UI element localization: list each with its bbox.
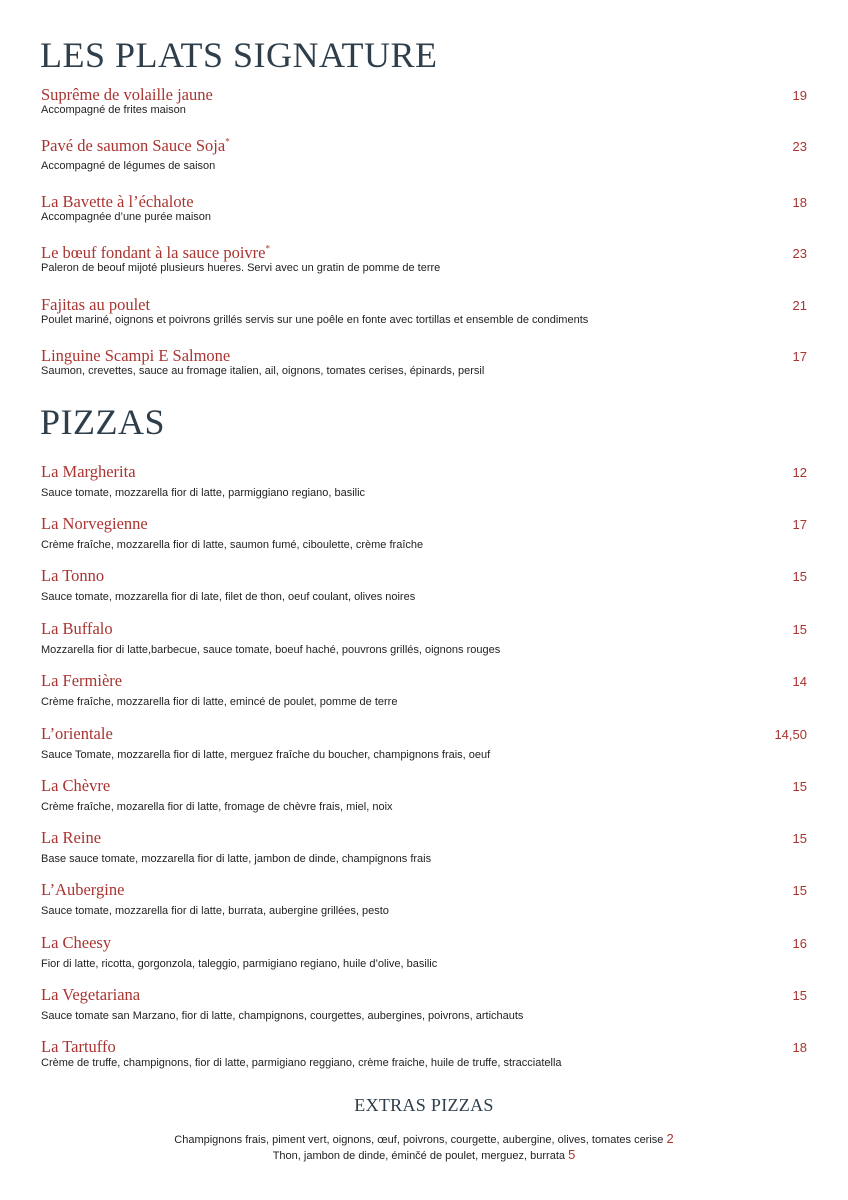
extras-list: Champignons frais, piment vert, oignons, œuf, poivrons, courgette, aubergine, olives, tomates cerise [174, 1134, 664, 1146]
pizza-name: L’orientale [41, 724, 113, 743]
pizza-name: La Cheesy [41, 933, 112, 952]
pizza-item [41, 985, 807, 1025]
pizza-description: Base sauce tomate, mozzarella fior di latte, jambon de dinde, champignons frais [41, 853, 432, 865]
dish-price: 18 [792, 195, 807, 210]
signature-section-title: LES PLATS SIGNATURE [40, 35, 438, 75]
signature-item [41, 346, 807, 386]
extras-list: Thon, jambon de dinde, éminčé de poulet, merguez, burrata [272, 1150, 565, 1162]
pizza-description: Sauce tomate, mozzarella fior di late, filet de thon, oeuf coulant, olives noires [41, 591, 416, 603]
pizza-price: 18 [792, 1040, 807, 1055]
dish-description: Accompagné de frites maison [41, 104, 186, 116]
pizza-description: Crème fraîche, mozzarella fior di latte, emincé de poulet, pomme de terre [41, 696, 398, 708]
pizza-price: 15 [792, 988, 807, 1003]
pizza-item [41, 828, 807, 868]
extras-price: 2 [666, 1131, 674, 1146]
dish-description: Accompagnée d’une purée maison [41, 211, 212, 223]
dish-price: 23 [792, 139, 807, 154]
dish-description: Paleron de beouf mijoté plusieurs hueres. Servi avec un gratin de pomme de terre [41, 262, 441, 274]
pizza-item [41, 724, 807, 764]
pizza-price: 15 [792, 569, 807, 584]
pizza-price: 15 [792, 779, 807, 794]
signature-item [41, 192, 807, 232]
extras-section-title: EXTRAS PIZZAS [354, 1095, 494, 1115]
pizza-item [41, 671, 807, 711]
pizza-name: La Buffalo [41, 619, 113, 638]
pizza-price: 14 [792, 674, 807, 689]
signature-item [41, 85, 807, 125]
dish-description: Saumon, crevettes, sauce au fromage italien, ail, oignons, tomates cerises, épinards, persil [41, 365, 485, 377]
pizza-item [41, 776, 807, 816]
dish-price: 23 [792, 246, 807, 261]
pizza-item [41, 566, 807, 606]
dish-description: Poulet mariné, oignons et poivrons grillés servis sur une poêle en fonte avec tortillas et ensemble de condiments [41, 314, 589, 326]
pizza-name: La Tonno [41, 566, 105, 585]
dish-name: Fajitas au poulet [41, 295, 151, 314]
pizza-item [41, 880, 807, 920]
signature-item [41, 295, 807, 335]
dish-description: Accompagné de légumes de saison [41, 160, 216, 172]
pizza-name: La Fermière [41, 671, 123, 690]
pizza-description: Sauce tomate san Marzano, fior di latte, champignons, courgettes, aubergines, poivrons, artichauts [41, 1010, 524, 1022]
dish-price: 17 [792, 349, 807, 364]
pizza-name: La Chèvre [41, 776, 111, 795]
extras-line [0, 1147, 848, 1162]
pizza-price: 15 [792, 883, 807, 898]
pizza-price: 12 [792, 465, 807, 480]
pizzas-section-title: PIZZAS [40, 402, 166, 442]
signature-item [41, 243, 807, 283]
pizza-item [41, 619, 807, 659]
pizza-description: Sauce Tomate, mozzarella fior di latte, merguez fraîche du boucher, champignons frais, oeuf [41, 749, 491, 761]
pizza-price: 14,50 [774, 727, 807, 742]
pizza-price: 16 [792, 936, 807, 951]
pizza-description: Crème fraîche, mozarella fior di latte, fromage de chèvre frais, miel, noix [41, 801, 393, 813]
pizza-name: L’Aubergine [41, 880, 125, 899]
pizza-price: 17 [792, 517, 807, 532]
pizza-description: Sauce tomate, mozzarella fior di latte, parmiggiano regiano, basilic [41, 487, 366, 499]
pizza-name: La Reine [41, 828, 102, 847]
pizza-name: La Norvegienne [41, 514, 148, 533]
pizza-description: Crème fraîche, mozzarella fior di latte, saumon fumé, ciboulette, crème fraîche [41, 539, 424, 551]
pizza-price: 15 [792, 622, 807, 637]
pizza-name: La Margherita [41, 462, 136, 481]
pizza-description: Crème de truffe, champignons, fior di latte, parmigiano reggiano, crème fraiche, huile de truffe, stracciatella [41, 1057, 562, 1069]
dish-name: Le bœuf fondant à la sauce poivre* [41, 243, 270, 262]
dish-name: Pavé de saumon Sauce Soja* [41, 136, 230, 155]
extras-price: 5 [568, 1147, 576, 1162]
pizza-item [41, 933, 807, 973]
dish-price: 19 [792, 88, 807, 103]
dish-name: Suprême de volaille jaune [41, 85, 213, 104]
signature-item [41, 136, 807, 176]
pizza-description: Sauce tomate, mozzarella fior di latte, burrata, aubergine grillées, pesto [41, 905, 389, 917]
pizza-item [41, 1037, 807, 1077]
dish-price: 21 [792, 298, 807, 313]
pizza-name: La Vegetariana [41, 985, 141, 1004]
pizza-name: La Tartuffo [41, 1037, 116, 1056]
pizza-item [41, 462, 807, 502]
pizza-description: Fior di latte, ricotta, gorgonzola, taleggio, parmigiano regiano, huile d’olive, basilic [41, 958, 438, 970]
pizza-price: 15 [792, 831, 807, 846]
pizza-description: Mozzarella fior di latte,barbecue, sauce tomate, boeuf haché, pouvrons grillés, oignons rouges [41, 644, 501, 656]
dish-name: Linguine Scampi E Salmone [41, 346, 231, 365]
dish-name: La Bavette à l’échalote [41, 192, 194, 211]
extras-line [0, 1131, 848, 1146]
pizza-item [41, 514, 807, 554]
